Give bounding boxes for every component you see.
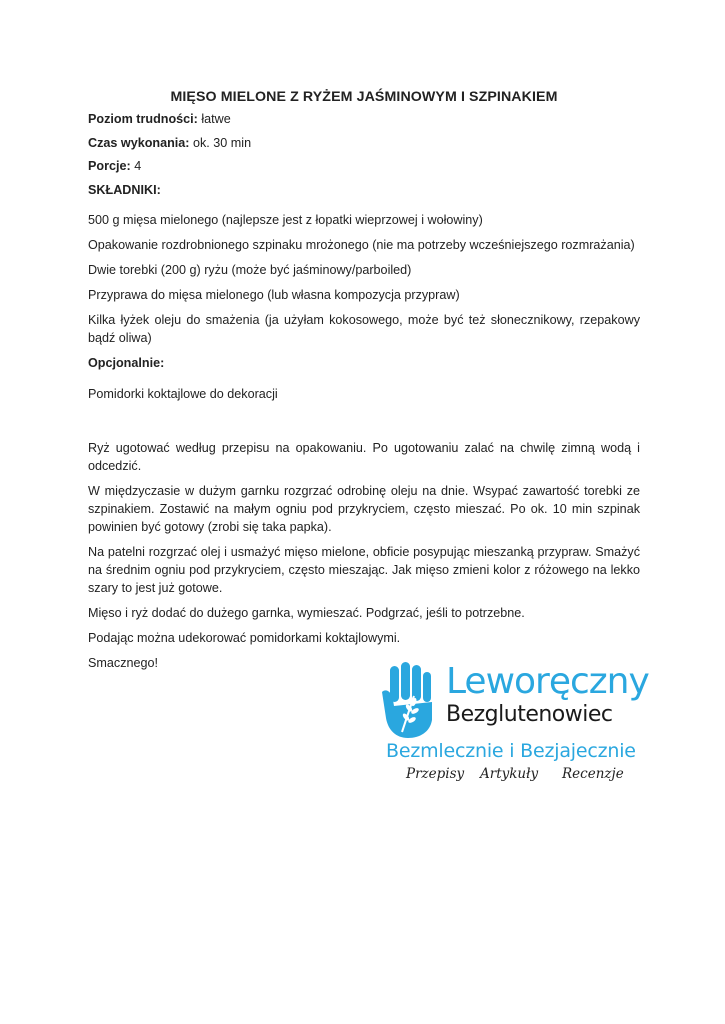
logo-nav-item: Artykuły: [480, 766, 539, 782]
logo-title: Leworęczny: [446, 661, 649, 702]
time-line: [88, 134, 640, 152]
recipe-title: MIĘSO MIELONE Z RYŻEM JAŚMINOWYM I SZPINAKIEM: [170, 89, 558, 105]
difficulty-line: [88, 110, 640, 128]
ingredient-item: Przyprawa do mięsa mielonego (lub własna kompozycja przypraw): [88, 287, 460, 302]
difficulty-label: Poziom trudności:: [88, 112, 198, 126]
step-item: Mięso i ryż dodać do dużego garnka, wymieszać. Podgrzać, jeśli to potrzebne.: [88, 605, 525, 620]
servings-value: 4: [130, 159, 142, 173]
time-value: ok. 30 min: [189, 135, 252, 150]
recipe-content: [88, 88, 640, 679]
time-label: Czas wykonania:: [88, 135, 190, 150]
ingredient-item: Opakowanie rozdrobnionego szpinaku mrożonego (nie ma potrzeby wcześniejszego rozmrażania): [88, 237, 635, 252]
ingredient-item: Kilka łyżek oleju do smażenia (ja użyłam kokosowego, może być też słonecznikowy, rzepakowy bądź oliwa): [88, 312, 640, 345]
optional-item: Pomidorki koktajlowe do dekoracji: [88, 386, 278, 401]
step-item: Na patelni rozgrzać olej i usmażyć mięso mielone, obficie posypując mieszanką przypraw. Smażyć na średnim ogniu pod przykryciem, często mieszając. Jak mięso zmieni kolor z różowego na lekko szary to jest już gotowe.: [88, 544, 640, 595]
difficulty-value: łatwe: [197, 112, 231, 126]
closing-line: Smacznego!: [88, 655, 159, 670]
step-item: W międzyczasie w dużym garnku rozgrzać odrobinę oleju na dnie. Wsypać zawartość torebki ze szpinakiem. Zostawić na małym ogniu pod przykryciem, często mieszać. Po ok. 10 min szpinak powinien być gotowy (zrobi się taka papka).: [88, 483, 640, 534]
step-item: Ryż ugotować według przepisu na opakowaniu. Po ugotowaniu zalać na chwilę zimną wodą i odcedzić.: [88, 440, 640, 473]
brand-logo: [380, 660, 649, 790]
logo-nav-item: Przepisy: [406, 766, 465, 782]
hand-with-wheat-icon: [380, 662, 442, 738]
servings-label: Porcje:: [88, 159, 131, 173]
optional-heading: Opcjonalnie:: [88, 355, 165, 370]
ingredients-list: [88, 211, 640, 347]
logo-subtitle: Bezglutenowiec: [446, 702, 613, 727]
ingredient-item: 500 g mięsa mielonego (najlepsze jest z łopatki wieprzowej i wołowiny): [88, 212, 483, 227]
ingredients-heading: SKŁADNIKI:: [88, 182, 161, 197]
step-item: Podając można udekorować pomidorkami koktajlowymi.: [88, 630, 401, 645]
ingredient-item: Dwie torebki (200 g) ryżu (może być jaśminowy/parboiled): [88, 262, 412, 277]
logo-nav-item: Recenzje: [562, 766, 624, 782]
servings-line: [88, 157, 640, 175]
steps-list: [88, 439, 640, 672]
logo-tagline: Bezmlecznie i Bezjajecznie: [386, 740, 636, 762]
